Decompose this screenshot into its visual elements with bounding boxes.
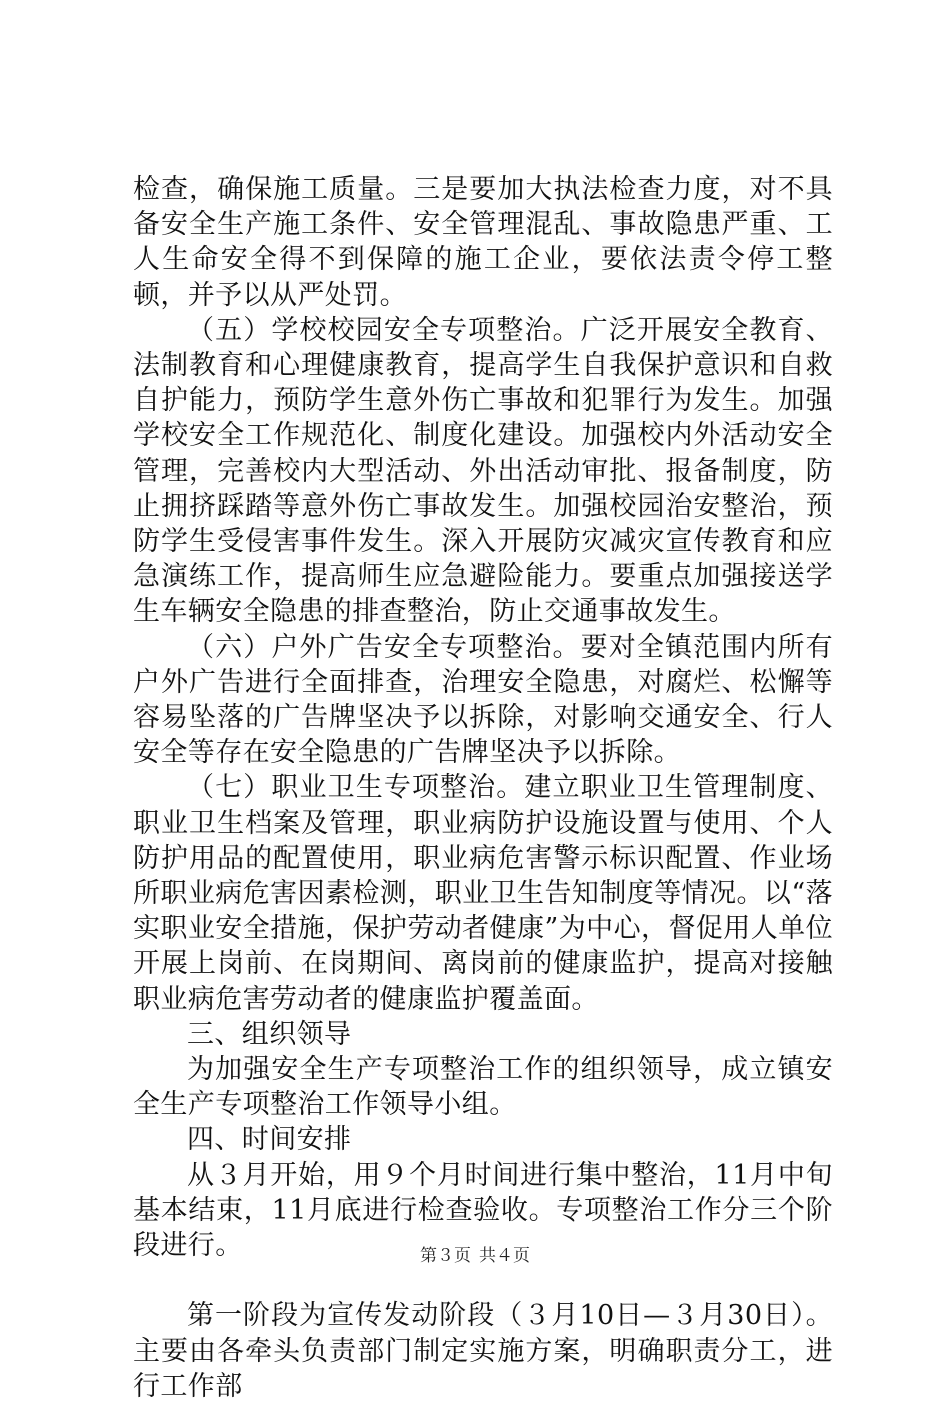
document-body xyxy=(133,172,833,1404)
paragraph-schedule: 从３月开始，用９个月时间进行集中整治，11月中旬基本结束，11月底进行检查验收。专项整治工作分三个阶段进行。 xyxy=(133,1159,833,1262)
paragraph-school-safety: （五）学校校园安全专项整治。广泛开展安全教育、法制教育和心理健康教育，提高学生自我保护意识和自救自护能力，预防学生意外伤亡事故和犯罪行为发生。加强学校安全工作规范化、制度化建设。加强校内外活动安全管理，完善校内大型活动、外出活动审批、报备制度，防止拥挤踩踏等意外伤亡事故发生。加强校园治安整治，预防学生受侵害事件发生。深入开展防灾减灾宣传教育和应急演练工作，提高师生应急避险能力。要重点加强接送学生车辆安全隐患的排查整治，防止交通事故发生。 xyxy=(133,314,833,628)
page-number-current: 第３页 xyxy=(420,1246,471,1266)
paragraph-construction-continued: 检查，确保施工质量。三是要加大执法检查力度，对不具备安全生产施工条件、安全管理混乱、事故隐患严重、工人生命安全得不到保障的施工企业，要依法责令停工整顿，并予以从严处罚。 xyxy=(133,174,833,311)
paragraph-outdoor-ads: （六）户外广告安全专项整治。要对全镇范围内所有户外广告进行全面排查，治理安全隐患，对腐烂、松懈等容易坠落的广告牌坚决予以拆除，对影响交通安全、行人安全等存在安全隐患的广告牌坚决予以拆除。 xyxy=(133,631,833,769)
page-number-total: 共４页 xyxy=(479,1246,530,1266)
page-footer xyxy=(0,1245,950,1267)
paragraph-phase-one: 第一阶段为宣传发动阶段（３月10日—３月30日）。主要由各牵头负责部门制定实施方案，明确职责分工，进行工作部 xyxy=(133,1300,833,1402)
paragraph-organization: 为加强安全生产专项整治工作的组织领导，成立镇安全生产专项整治工作领导小组。 xyxy=(133,1054,833,1121)
paragraph-occupational-health: （七）职业卫生专项整治。建立职业卫生管理制度、职业卫生档案及管理，职业病防护设施设置与使用、个人防护用品的配置使用，职业病危害警示标识配置、作业场所职业病危害因素检测，职业卫生告知制度等情况。以“落实职业安全措施，保护劳动者健康”为中心，督促用人单位开展上岗前、在岗期间、离岗前的健康监护，提高对接触职业病危害劳动者的健康监护覆盖面。 xyxy=(133,772,833,1015)
section-heading-organization: 三、组织领导 xyxy=(187,1018,352,1050)
section-heading-schedule: 四、时间安排 xyxy=(187,1124,352,1156)
